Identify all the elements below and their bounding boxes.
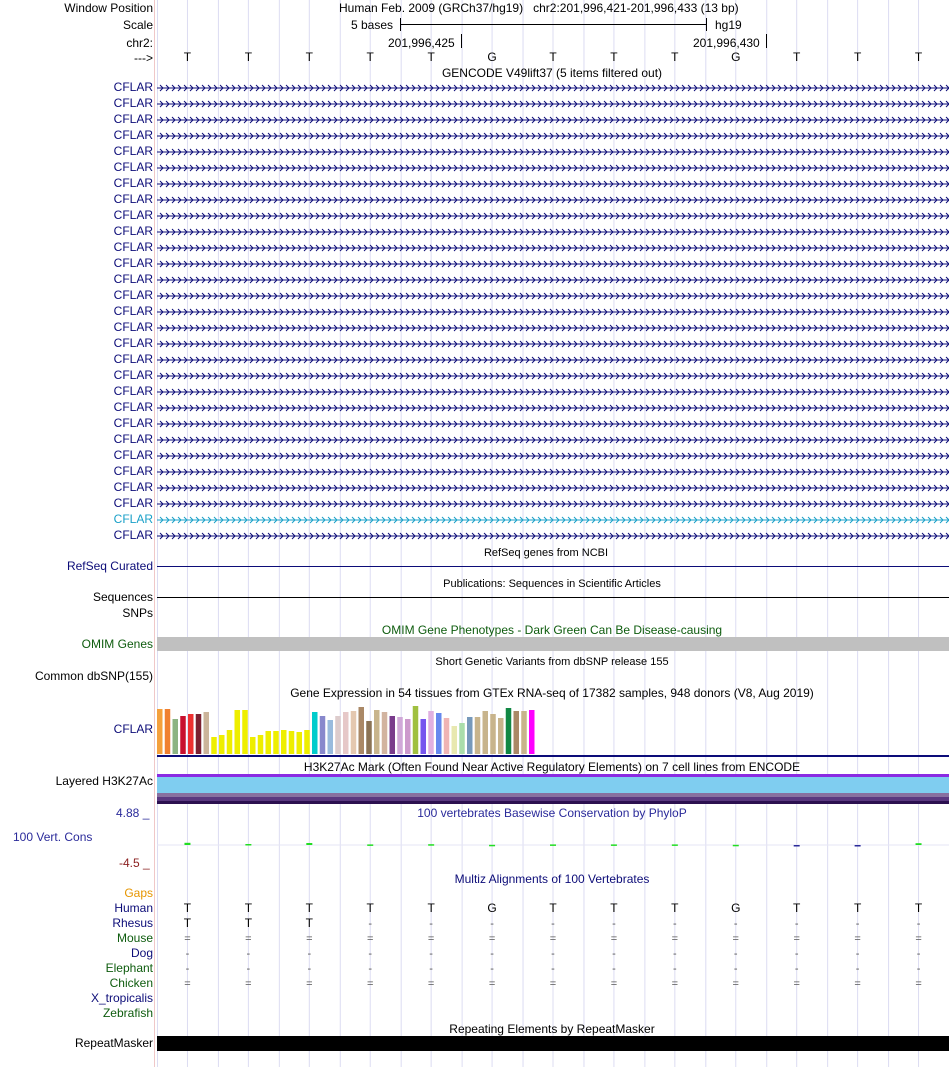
alignment-char: T: [610, 901, 618, 915]
alignment-char: -: [490, 918, 494, 930]
gencode-transcript-line[interactable]: [157, 484, 949, 492]
multiz-species-label[interactable]: Mouse: [116, 931, 153, 945]
alignment-char: -: [733, 948, 738, 960]
gtex-tissue-bar: [242, 710, 248, 754]
coord-right: 201,996,430: [693, 36, 760, 50]
gtex-tissue-bar: [444, 718, 450, 754]
gencode-transcript-label[interactable]: CFLAR: [113, 368, 153, 382]
alignment-char: -: [185, 963, 190, 975]
h3k27ac-layer-2: [157, 777, 949, 793]
gtex-tissue-bar: [405, 719, 411, 754]
alignment-char: -: [246, 948, 251, 960]
alignment-char: T: [793, 901, 801, 915]
gtex-tissue-bar: [312, 712, 318, 754]
multiz-track-title: Multiz Alignments of 100 Vertebrates: [454, 872, 650, 886]
gtex-tissue-bar: [483, 711, 489, 754]
alignment-char: -: [855, 918, 860, 930]
alignment-char: =: [671, 933, 679, 945]
phylop-min-label: -4.5 _: [119, 856, 150, 870]
refseq-label[interactable]: RefSeq Curated: [66, 559, 153, 573]
gencode-transcript-label[interactable]: CFLAR: [113, 496, 153, 510]
coord-left-tick: [461, 34, 462, 48]
gencode-transcript-label[interactable]: CFLAR: [113, 96, 153, 110]
gtex-tissue-bar: [343, 712, 349, 754]
alignment-char: =: [306, 978, 313, 990]
gtex-tissue-bar: [165, 709, 171, 754]
alignment-char: =: [427, 978, 435, 990]
multiz-species-label[interactable]: Human: [114, 901, 153, 915]
gtex-tissue-bar: [436, 713, 442, 754]
gencode-transcript-label[interactable]: CFLAR: [113, 240, 153, 254]
phylop-score-bar: [672, 844, 678, 846]
base-letter: T: [305, 50, 313, 64]
multiz-species-label[interactable]: X_tropicalis: [90, 991, 153, 1005]
repeatmasker-element[interactable]: [157, 1036, 949, 1051]
gencode-transcript-label[interactable]: CFLAR: [113, 528, 153, 542]
strand-label: --->: [134, 51, 153, 65]
dbsnp-label[interactable]: Common dbSNP(155): [34, 669, 153, 683]
position-range: chr2:201,996,421-201,996,433 (13 bp): [533, 1, 739, 15]
gencode-transcript-label[interactable]: CFLAR: [113, 512, 153, 526]
phylop-score-bar: [184, 843, 190, 845]
gtex-tissue-bar: [428, 711, 434, 754]
alignment-char: T: [914, 901, 923, 915]
alignment-char: -: [794, 918, 799, 930]
multiz-species-label[interactable]: Chicken: [109, 976, 153, 990]
gtex-tissue-bar: [204, 712, 210, 754]
phylop-score-bar: [245, 844, 251, 846]
gencode-transcript-label[interactable]: CFLAR: [113, 192, 153, 206]
alignment-char: =: [854, 933, 861, 945]
gencode-transcript-label[interactable]: CFLAR: [113, 352, 153, 366]
gencode-transcript-line[interactable]: [157, 532, 949, 540]
publications-line[interactable]: [157, 597, 949, 598]
gaps-label: Gaps: [124, 886, 153, 900]
alignment-char: T: [853, 901, 862, 915]
gtex-tissue-bar: [328, 720, 334, 754]
base-letter: T: [427, 50, 435, 64]
gencode-transcript-line[interactable]: [157, 500, 949, 508]
alignment-char: =: [245, 933, 252, 945]
base-letter: T: [244, 50, 253, 64]
gencode-transcript-label[interactable]: CFLAR: [113, 400, 153, 414]
alignment-char: T: [305, 901, 313, 915]
gtex-label[interactable]: CFLAR: [113, 722, 153, 736]
alignment-char: -: [916, 963, 921, 975]
alignment-char: -: [733, 918, 738, 930]
alignment-char: =: [915, 933, 922, 945]
gtex-tissue-bar: [351, 711, 357, 754]
gencode-transcript-label[interactable]: CFLAR: [113, 288, 153, 302]
gtex-tissue-bar: [258, 735, 264, 754]
gtex-tissue-bar: [211, 737, 217, 754]
gencode-transcript-line[interactable]: [157, 276, 949, 284]
gencode-transcript-line[interactable]: [157, 100, 949, 108]
alignment-char: -: [855, 948, 860, 960]
alignment-char: -: [551, 963, 555, 975]
alignment-char: -: [673, 948, 677, 960]
alignment-char: -: [246, 963, 251, 975]
gencode-transcript-line[interactable]: [157, 324, 949, 332]
alignment-char: -: [733, 963, 738, 975]
alignment-char: T: [671, 901, 679, 915]
alignment-char: =: [427, 933, 435, 945]
gencode-transcript-label[interactable]: CFLAR: [113, 272, 153, 286]
gtex-tissue-bar: [196, 714, 202, 754]
gencode-transcript-line[interactable]: [157, 212, 949, 220]
omim-label[interactable]: OMIM Genes: [81, 637, 153, 651]
gtex-tissue-bar: [188, 714, 194, 754]
base-letter: T: [366, 50, 374, 64]
gtex-tissue-bar: [421, 719, 427, 754]
gencode-transcript-label[interactable]: CFLAR: [113, 336, 153, 350]
gtex-track-title: Gene Expression in 54 tissues from GTEx RNA-seq of 17382 samples, 948 donors (V8, Aug 2019): [290, 686, 814, 700]
h3k27ac-track-title: H3K27Ac Mark (Often Found Near Active Regulatory Elements) on 7 cell lines from ENCODE: [303, 760, 801, 774]
gtex-tissue-bar: [335, 716, 341, 754]
alignment-char: -: [368, 948, 373, 960]
phylop-track-title: 100 vertebrates Basewise Conservation by PhyloP: [417, 806, 687, 820]
alignment-char: -: [429, 918, 433, 930]
base-letter: T: [671, 50, 679, 64]
base-letter: T: [914, 50, 923, 64]
gencode-transcript-line[interactable]: [157, 420, 949, 428]
alignment-char: -: [429, 963, 433, 975]
alignment-char: T: [183, 901, 192, 915]
alignment-char: -: [490, 948, 494, 960]
alignment-char: =: [915, 978, 922, 990]
alignment-char: -: [490, 963, 494, 975]
alignment-char: =: [184, 933, 191, 945]
phylop-label[interactable]: 100 Vert. Cons: [13, 830, 93, 844]
gtex-tissue-bar: [219, 735, 225, 754]
gencode-transcript-label[interactable]: CFLAR: [113, 256, 153, 270]
scale-bar: [400, 24, 706, 25]
multiz-species-label[interactable]: Zebrafish: [102, 1006, 153, 1020]
gtex-tissue-bar: [374, 710, 380, 754]
alignment-char: =: [793, 933, 800, 945]
alignment-char: =: [549, 933, 557, 945]
alignment-char: =: [367, 933, 374, 945]
gencode-transcript-line[interactable]: [157, 260, 949, 268]
gencode-transcript-label[interactable]: CFLAR: [113, 464, 153, 478]
h3k27ac-layer-5: [157, 801, 949, 804]
gtex-tissue-bar: [297, 732, 303, 754]
gencode-transcript-line[interactable]: [157, 516, 949, 524]
gencode-transcript-label[interactable]: CFLAR: [113, 160, 153, 174]
gencode-transcript-label[interactable]: CFLAR: [113, 208, 153, 222]
gtex-tissue-bar: [452, 726, 458, 754]
base-letter: T: [610, 50, 618, 64]
base-letter: T: [853, 50, 862, 64]
base-letter: T: [793, 50, 801, 64]
alignment-char: =: [245, 978, 252, 990]
alignment-char: -: [185, 948, 190, 960]
gtex-tissue-bar: [514, 711, 520, 754]
scale-text: 5 bases: [351, 18, 394, 32]
gtex-tissue-bar: [180, 716, 186, 754]
coord-left: 201,996,425: [388, 36, 455, 50]
base-letter: G: [487, 50, 497, 64]
alignment-char: -: [794, 963, 799, 975]
scale-bar-right-tick: [706, 18, 707, 31]
alignment-char: T: [305, 916, 313, 930]
gencode-transcript-line[interactable]: [157, 308, 949, 316]
base-letter: T: [183, 50, 192, 64]
gtex-tissue-bar: [289, 731, 295, 754]
phylop-score-bar: [550, 844, 556, 846]
alignment-char: =: [488, 933, 496, 945]
alignment-char: G: [731, 901, 741, 915]
gtex-tissue-bar: [506, 708, 512, 754]
gencode-transcript-label[interactable]: CFLAR: [113, 320, 153, 334]
gtex-tissue-bar: [266, 731, 272, 754]
multiz-species-label[interactable]: Elephant: [105, 961, 153, 975]
gencode-transcript-line[interactable]: [157, 292, 949, 300]
phylop-score-bar: [428, 844, 434, 846]
gencode-transcript-line[interactable]: [157, 468, 949, 476]
alignment-char: T: [549, 901, 557, 915]
repeatmasker-label[interactable]: RepeatMasker: [74, 1036, 153, 1050]
phylop-score-bar: [733, 845, 739, 847]
gtex-tissue-bar: [413, 706, 419, 754]
alignment-char: -: [612, 948, 616, 960]
omim-track-title: OMIM Gene Phenotypes - Dark Green Can Be Disease-causing: [381, 623, 723, 637]
gencode-transcript-label[interactable]: CFLAR: [113, 304, 153, 318]
gencode-transcript-line[interactable]: [157, 164, 949, 172]
gtex-tissue-bar: [250, 737, 256, 754]
alignment-char: T: [427, 901, 435, 915]
position-title[interactable]: [339, 1, 739, 15]
alignment-char: -: [673, 963, 677, 975]
alignment-char: -: [307, 948, 312, 960]
alignment-char: -: [368, 918, 373, 930]
gtex-tissue-bar: [281, 730, 287, 754]
gtex-tissue-bar: [227, 730, 233, 754]
gtex-tissue-bar: [359, 707, 365, 754]
alignment-char: =: [732, 933, 739, 945]
alignment-char: -: [551, 918, 555, 930]
gtex-tissue-bar: [235, 710, 241, 754]
gtex-tissue-bar: [498, 718, 504, 754]
dbsnp-track-title: Short Genetic Variants from dbSNP release 155: [435, 656, 669, 668]
gencode-transcript-label[interactable]: CFLAR: [113, 112, 153, 126]
gencode-transcript-line[interactable]: [157, 244, 949, 252]
gtex-tissue-bar: [382, 712, 388, 754]
alignment-char: =: [671, 978, 679, 990]
gencode-transcript-line[interactable]: [157, 356, 949, 364]
alignment-char: =: [367, 978, 374, 990]
gencode-transcript-line[interactable]: [157, 148, 949, 156]
gtex-tissue-bar: [366, 721, 372, 754]
alignment-char: G: [487, 901, 497, 915]
alignment-char: -: [612, 963, 616, 975]
gencode-transcript-label[interactable]: CFLAR: [113, 80, 153, 94]
gencode-transcript-line[interactable]: [157, 388, 949, 396]
h3k27ac-label[interactable]: Layered H3K27Ac: [55, 774, 153, 788]
gencode-transcript-label[interactable]: CFLAR: [113, 480, 153, 494]
phylop-score-bar: [489, 845, 495, 847]
assembly-title: Human Feb. 2009 (GRCh37/hg19): [339, 1, 524, 15]
gencode-track-title: GENCODE V49lift37 (5 items filtered out): [441, 66, 663, 80]
alignment-char: -: [916, 948, 921, 960]
alignment-char: -: [794, 948, 799, 960]
publications-track-title: Publications: Sequences in Scientific Articles: [443, 578, 661, 590]
phylop-score-bar: [794, 845, 800, 847]
scale-label: Scale: [122, 18, 153, 32]
gencode-transcript-line[interactable]: [157, 436, 949, 444]
gtex-tissue-bar: [459, 723, 465, 754]
gtex-bar-chart[interactable]: [157, 700, 537, 754]
gencode-transcript-line[interactable]: [157, 228, 949, 236]
alignment-char: -: [612, 918, 616, 930]
scale-bar-left-tick: [400, 18, 401, 31]
phylop-score-bar: [306, 843, 312, 845]
chrom-label: chr2:: [126, 36, 153, 50]
alignment-char: =: [549, 978, 557, 990]
gencode-transcript-line[interactable]: [157, 84, 949, 92]
assembly-short: hg19: [715, 18, 742, 32]
gtex-tissue-bar: [521, 711, 527, 754]
gencode-transcript-line[interactable]: [157, 132, 949, 140]
coord-right-tick: [766, 34, 767, 48]
gencode-transcript-label[interactable]: CFLAR: [113, 432, 153, 446]
alignment-char: -: [551, 948, 555, 960]
gencode-transcript-line[interactable]: [157, 452, 949, 460]
alignment-char: T: [244, 901, 253, 915]
gtex-tissue-bar: [467, 717, 473, 754]
gtex-tissue-bar: [390, 716, 396, 754]
alignment-char: =: [488, 978, 496, 990]
gencode-transcript-line[interactable]: [157, 196, 949, 204]
gencode-transcript-label[interactable]: CFLAR: [113, 416, 153, 430]
gencode-transcript-line[interactable]: [157, 404, 949, 412]
alignment-char: =: [793, 978, 800, 990]
alignment-char: -: [368, 963, 373, 975]
gencode-transcript-line[interactable]: [157, 116, 949, 124]
gtex-tissue-bar: [529, 710, 535, 754]
alignment-char: T: [366, 901, 374, 915]
gencode-transcript-label[interactable]: CFLAR: [113, 144, 153, 158]
alignment-char: -: [307, 963, 312, 975]
multiz-species-label[interactable]: Rhesus: [112, 916, 153, 930]
gencode-transcript-line[interactable]: [157, 180, 949, 188]
omim-gene-bar[interactable]: [157, 637, 949, 651]
refseq-gene-line[interactable]: [157, 566, 949, 567]
alignment-char: -: [429, 948, 433, 960]
alignment-char: =: [184, 978, 191, 990]
gtex-tissue-bar: [490, 714, 496, 754]
publications-label-snps[interactable]: SNPs: [122, 606, 153, 620]
base-letter: T: [549, 50, 557, 64]
refseq-track-title: RefSeq genes from NCBI: [483, 547, 609, 559]
alignment-char: T: [244, 916, 253, 930]
window-position-label: Window Position: [64, 1, 153, 15]
gtex-tissue-bar: [273, 731, 279, 754]
alignment-char: -: [916, 918, 921, 930]
alignment-char: =: [732, 978, 739, 990]
gtex-tissue-bar: [475, 717, 481, 754]
gencode-transcript-line[interactable]: [157, 372, 949, 380]
gencode-transcript-label[interactable]: CFLAR: [113, 128, 153, 142]
alignment-char: =: [854, 978, 861, 990]
gtex-tissue-bar: [397, 717, 403, 754]
multiz-species-label[interactable]: Dog: [130, 946, 153, 960]
alignment-char: -: [673, 918, 677, 930]
gtex-tissue-bar: [320, 716, 326, 754]
alignment-char: -: [855, 963, 860, 975]
phylop-max-label: 4.88 _: [116, 806, 150, 820]
gtex-tissue-bar: [157, 709, 163, 754]
publications-label-sequences[interactable]: Sequences: [92, 590, 153, 604]
alignment-char: =: [610, 933, 618, 945]
gtex-tissue-bar: [173, 719, 179, 754]
phylop-score-bar: [611, 844, 617, 846]
phylop-score-bar: [916, 843, 922, 845]
gtex-baseline: [157, 755, 949, 757]
gencode-transcript-label[interactable]: CFLAR: [113, 224, 153, 238]
phylop-score-bar: [855, 845, 861, 847]
phylop-wiggle[interactable]: [157, 815, 949, 875]
phylop-score-bar: [367, 844, 373, 846]
alignment-char: =: [306, 933, 313, 945]
gencode-transcript-label[interactable]: CFLAR: [113, 176, 153, 190]
base-letter: G: [731, 50, 741, 64]
repeatmasker-track-title: Repeating Elements by RepeatMasker: [449, 1022, 655, 1036]
alignment-char: =: [610, 978, 618, 990]
gencode-transcript-line[interactable]: [157, 340, 949, 348]
alignment-char: T: [183, 916, 192, 930]
gencode-transcript-label[interactable]: CFLAR: [113, 384, 153, 398]
gtex-tissue-bar: [304, 730, 310, 754]
gencode-transcript-label[interactable]: CFLAR: [113, 448, 153, 462]
